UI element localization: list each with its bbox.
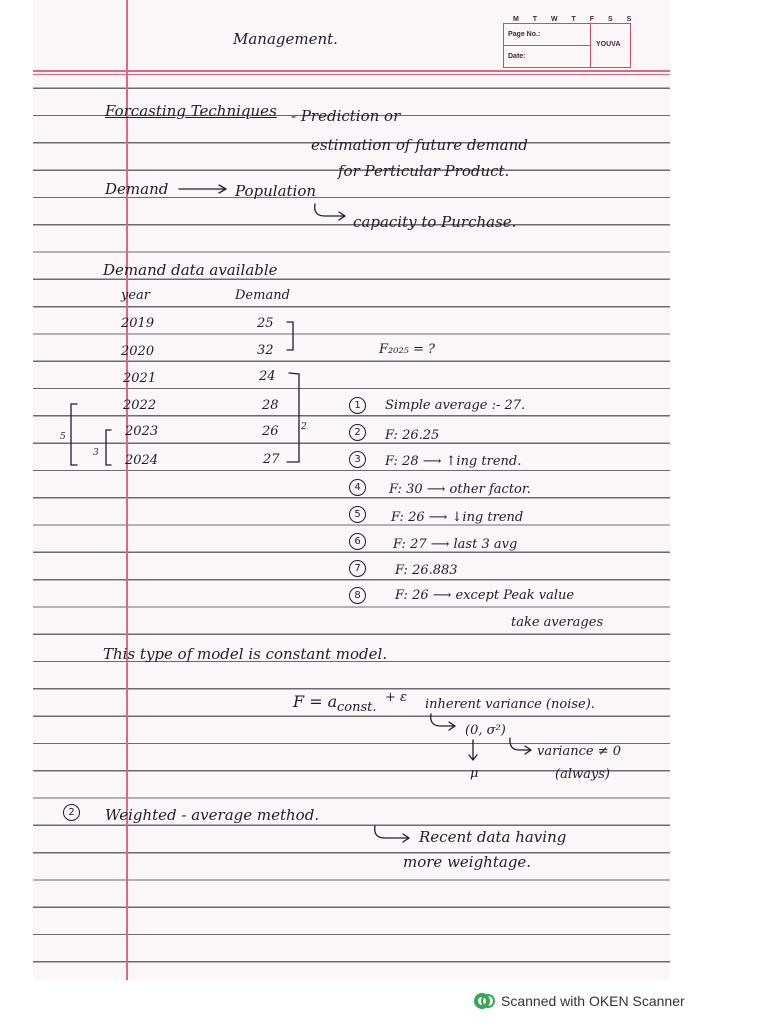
formula-main: F = a (293, 692, 338, 711)
method-number: 3 (349, 451, 366, 468)
forecasting-definition-2: estimation of future demand (311, 136, 528, 154)
method-number: 6 (349, 533, 366, 550)
recent-data-note-1: Recent data having (419, 828, 567, 846)
brace-2021-2024 (287, 373, 299, 462)
method-number: 1 (349, 397, 366, 414)
table-cell-demand: 28 (262, 398, 279, 413)
table-cell-year: 2022 (123, 398, 157, 413)
table-cell-year: 2023 (125, 424, 159, 439)
bracket-label-two: 2 (301, 422, 307, 432)
method-text: Simple average :- 27. (385, 398, 526, 413)
table-cell-demand: 25 (257, 316, 274, 331)
bracket-five-years (71, 404, 77, 465)
handwritten-strokes (33, 0, 670, 980)
method-text: F: 30 ⟶ other factor. (389, 482, 531, 497)
notebook-page (33, 0, 670, 980)
bracket-label-three: 3 (93, 448, 99, 458)
table-cell-demand: 27 (263, 452, 280, 467)
section-number: 2 (63, 804, 80, 821)
forecasting-definition-3: for Perticular Product. (338, 162, 510, 180)
formula-subscript: const. (337, 700, 377, 715)
data-available-heading: Demand data available (103, 261, 278, 279)
weighted-average-heading: Weighted - average method. (105, 806, 320, 824)
hook-arrow-recent (375, 826, 409, 842)
method-number: 7 (349, 560, 366, 577)
method-number: 4 (349, 479, 366, 496)
forecast-target: F₂₀₂₅ = ? (379, 342, 435, 357)
scanner-text: Scanned with OKEN Scanner (501, 993, 685, 1009)
down-arrow-mu (469, 740, 477, 760)
method-text: F: 26.883 (395, 563, 458, 578)
constant-model-note: This type of model is constant model. (103, 645, 388, 663)
table-header-year: year (121, 288, 151, 303)
hook-arrow-variance (510, 738, 531, 754)
table-cell-year: 2021 (123, 371, 157, 386)
bracket-label-five: 5 (60, 432, 66, 442)
method-8-continuation: take averages (511, 615, 604, 630)
population-label: Population (235, 182, 317, 200)
forecasting-definition-1: - Prediction or (291, 107, 401, 125)
scanner-watermark (473, 990, 685, 1012)
page-no-label: Page No.: (508, 31, 541, 38)
variance-nonzero-note: variance ≠ 0 (537, 744, 621, 759)
hook-arrow-inherent (431, 714, 455, 730)
hook-arrow-capacity (315, 204, 345, 220)
date-label: Date: (508, 53, 526, 60)
scanner-logo-icon (473, 990, 495, 1012)
table-cell-year: 2020 (121, 344, 155, 359)
method-text: F: 26 ⟶ except Peak value (395, 588, 575, 603)
method-number: 8 (349, 587, 366, 604)
brace-2019-2020 (287, 322, 293, 350)
table-cell-demand: 32 (257, 343, 274, 358)
table-cell-year: 2019 (121, 316, 155, 331)
table-header-demand: Demand (235, 288, 290, 303)
capacity-label: capacity to Purchase. (353, 213, 517, 231)
table-cell-year: 2024 (125, 453, 159, 468)
inherent-variance-note: inherent variance (noise). (425, 697, 595, 712)
method-text: F: 26.25 (385, 428, 440, 443)
bracket-three-years (106, 430, 111, 465)
table-cell-demand: 24 (259, 369, 276, 384)
method-text: F: 28 ⟶ ↑ing trend. (385, 454, 522, 469)
formula-epsilon: + ε (385, 690, 408, 705)
always-note: (always) (555, 767, 610, 782)
recent-data-note-2: more weightage. (403, 853, 532, 871)
page-title: Management. (233, 30, 338, 48)
mu-symbol: μ (470, 766, 479, 781)
weekday-row: M T W T F S S (513, 16, 638, 23)
arrow-demand-population (179, 185, 226, 193)
forecasting-heading: Forcasting Techniques (105, 102, 277, 120)
demand-label: Demand (105, 180, 169, 198)
normal-distribution-note: (0, σ²) (465, 723, 506, 738)
table-cell-demand: 26 (262, 424, 279, 439)
method-number: 5 (349, 506, 366, 523)
method-number: 2 (349, 424, 366, 441)
method-text: F: 26 ⟶ ↓ing trend (391, 510, 524, 525)
brand-logo: YOUVA (596, 41, 621, 48)
method-text: F: 27 ⟶ last 3 avg (393, 537, 518, 552)
